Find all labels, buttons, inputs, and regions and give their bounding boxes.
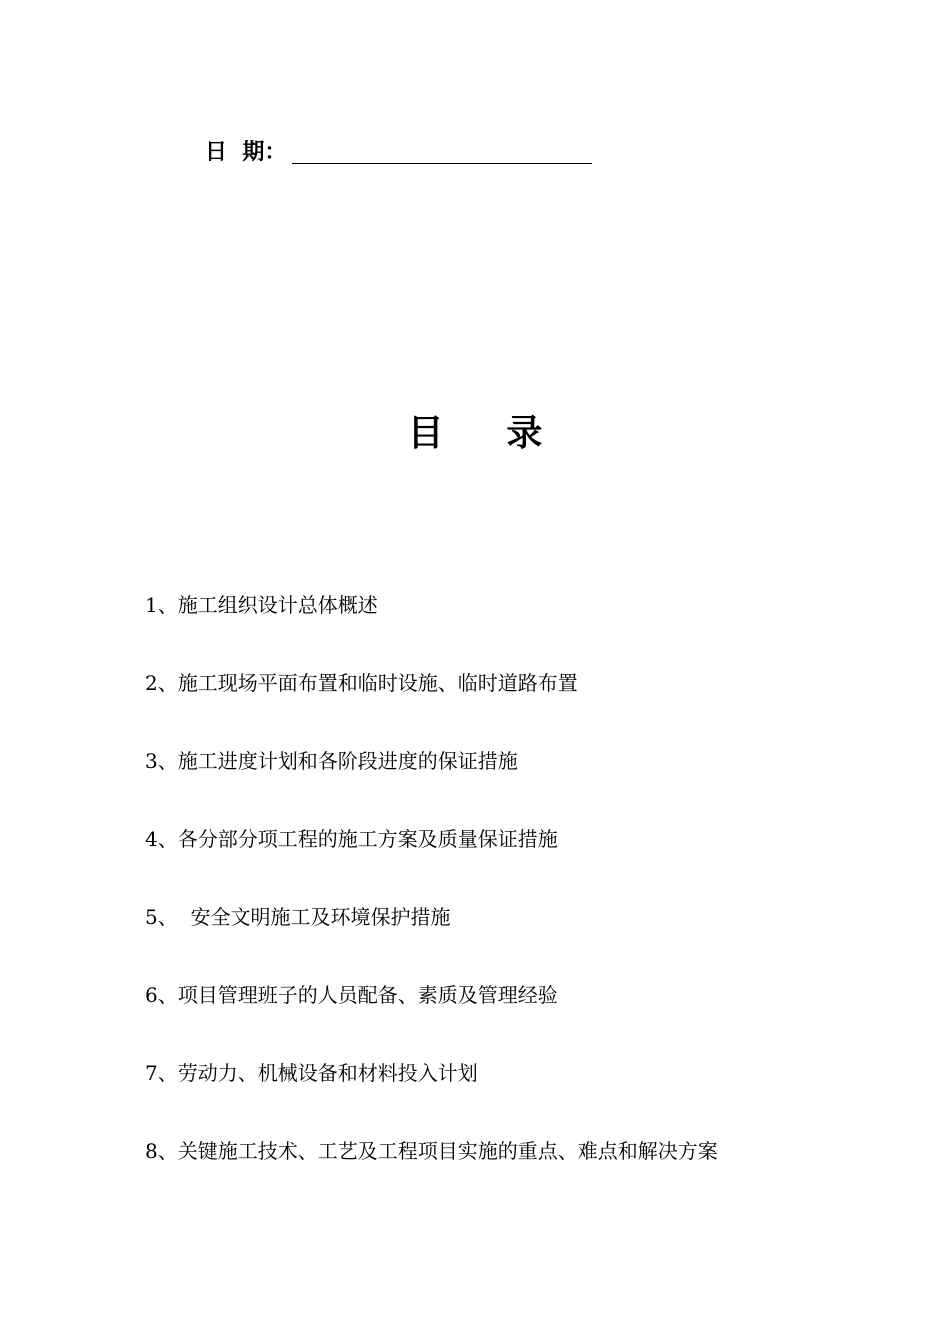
toc-title: 目 录 [407,412,543,454]
toc-item-4: 4、各分部分项工程的施工方案及质量保证措施 [145,827,558,851]
toc-item-2: 2、施工现场平面布置和临时设施、临时道路布置 [145,671,578,695]
date-label: 日 期： [205,140,287,165]
toc-item-3: 3、施工进度计划和各阶段进度的保证措施 [145,749,518,773]
toc-item-8: 8、关键施工技术、工艺及工程项目实施的重点、难点和解决方案 [145,1139,718,1163]
date-blank-line [292,137,592,164]
toc-list [145,590,905,1214]
date-row [205,136,592,168]
toc-item-7: 7、劳动力、机械设备和材料投入计划 [145,1061,478,1085]
toc-item-6: 6、项目管理班子的人员配备、素质及管理经验 [145,983,558,1007]
toc-item-5: 5、 安全文明施工及环境保护措施 [145,905,451,929]
toc-item-1: 1、施工组织设计总体概述 [145,593,378,617]
